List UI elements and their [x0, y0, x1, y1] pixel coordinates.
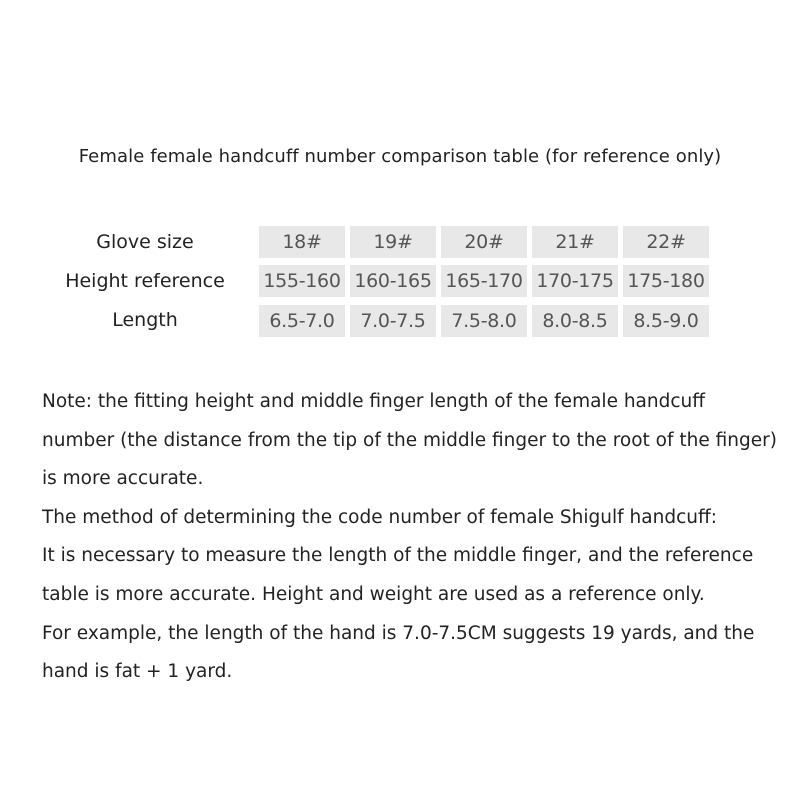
- table-cell: 8.0-8.5: [532, 305, 618, 337]
- table-cell: 6.5-7.0: [259, 305, 345, 337]
- table-cell: 18#: [259, 226, 345, 258]
- row-label-length: Length: [112, 309, 178, 331]
- table-cell: 160-165: [350, 265, 436, 297]
- row-label-height-reference: Height reference: [65, 270, 225, 292]
- table-cell: 155-160: [259, 265, 345, 297]
- note-text: [42, 383, 782, 692]
- table-cell: 7.0-7.5: [350, 305, 436, 337]
- table-cell: 20#: [441, 226, 527, 258]
- table-cell: 170-175: [532, 265, 618, 297]
- table-cell: 22#: [623, 226, 709, 258]
- table-cell: 19#: [350, 226, 436, 258]
- example-paragraph: For example, the length of the hand is 7.0-7.5CM suggests 19 yards, and the hand is fat + 1 yard.: [42, 622, 755, 683]
- table-cell: 7.5-8.0: [441, 305, 527, 337]
- table-cell: 8.5-9.0: [623, 305, 709, 337]
- row-label-glove-size: Glove size: [96, 231, 194, 253]
- page-title: Female female handcuff number comparison table (for reference only): [78, 146, 722, 167]
- table-cell: 21#: [532, 226, 618, 258]
- method-heading: The method of determining the code number of female Shigulf handcuff:: [42, 506, 717, 528]
- note-paragraph: It is necessary to measure the length of the middle finger, and the reference table is more accurate. Height and weight are used as a reference only.: [42, 545, 754, 605]
- table-cell: 175-180: [623, 265, 709, 297]
- table-cell: 165-170: [441, 265, 527, 297]
- note-paragraph: Note: the fitting height and middle finger length of the female handcuff number (the distance from the tip of the middle finger to the root of the finger) is more accurate.: [42, 391, 777, 490]
